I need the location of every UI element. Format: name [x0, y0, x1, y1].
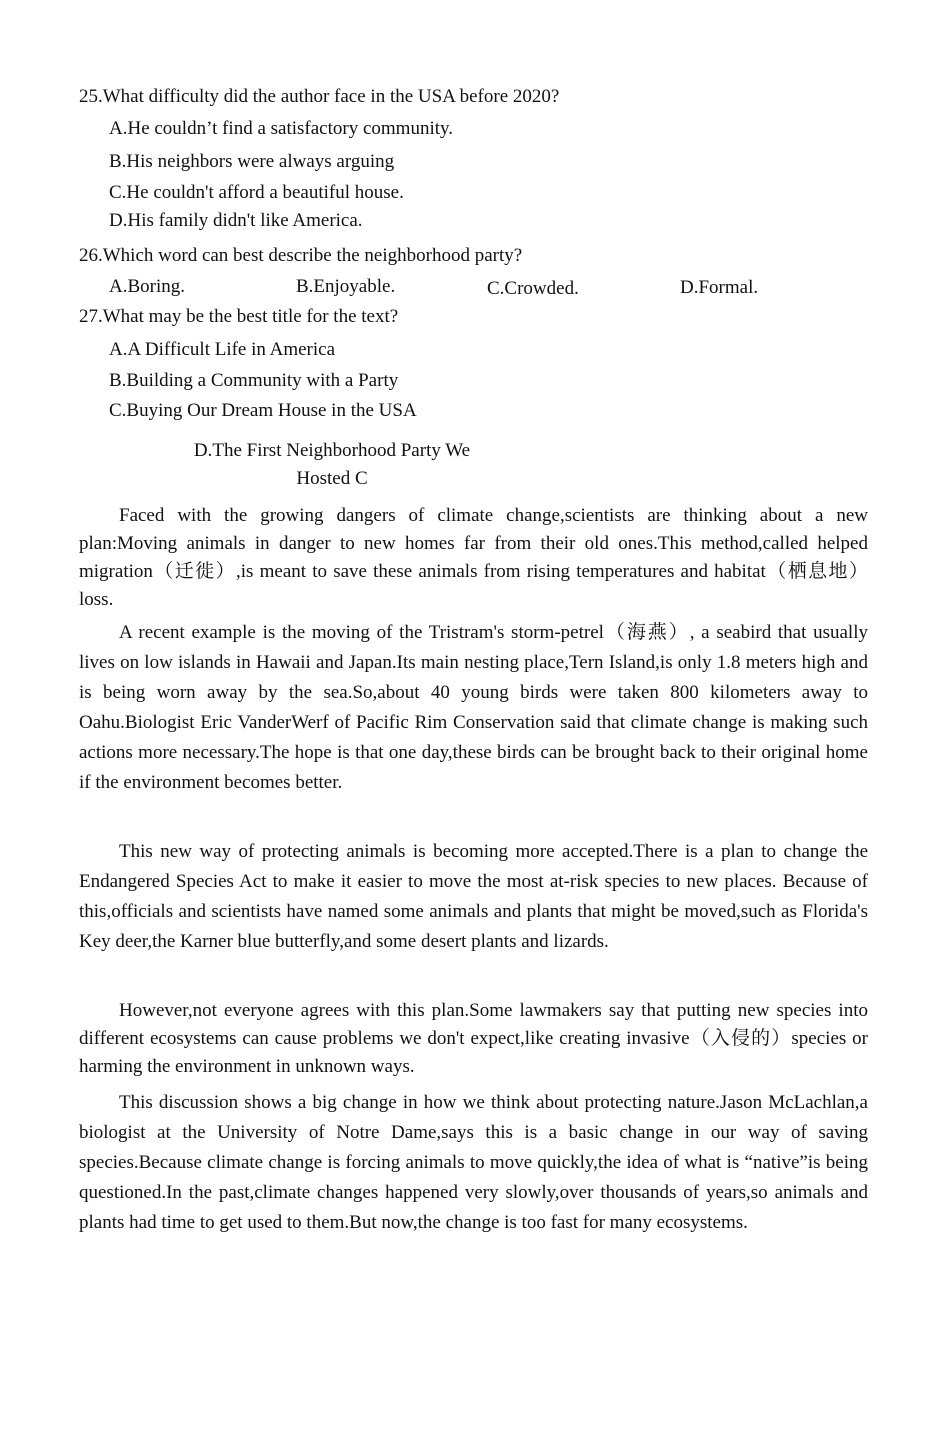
passage-paragraph-2: A recent example is the moving of the Tristram's storm-petrel（海燕）, a seabird that usually lives on low islands in Hawaii and Japan.Its main nesting place,Tern Island,is only 1.8 meters high and is being worn away by the sea.So,about 40 young birds were taken 800 kilometers away to Oahu.Biologist Eric VanderWerf of Pacific Rim Conservation said that climate change is making such actions more necessary.The hope is that one day,these birds can be brought back to their original home if the environment becomes better.	[79, 622, 868, 793]
question-27-option-a: A.A Difficult Life in America	[109, 339, 336, 360]
question-27-option-b: B.Building a Community with a Party	[109, 370, 399, 391]
question-25-stem: 25.What difficulty did the author face in the USA before 2020?	[79, 86, 560, 107]
question-26-option-a: A.Boring.	[109, 276, 185, 297]
question-26-option-c: C.Crowded.	[487, 278, 579, 299]
question-25-option-c: C.He couldn't afford a beautiful house.	[109, 182, 404, 203]
question-27-option-c: C.Buying Our Dream House in the USA	[109, 400, 417, 421]
passage-paragraph-5: This discussion shows a big change in how we think about protecting nature.Jason McLachlan,a biologist at the University of Notre Dame,says this is a basic change in our way of saving species.Because climate change is forcing animals to move quickly,the idea of what is “native”is being questioned.In the past,climate changes happened very slowly,over thousands of years,so animals and plants had time to get used to them.But now,the change is too fast for many ecosystems.	[79, 1092, 868, 1233]
question-27-stem: 27.What may be the best title for the text?	[79, 306, 399, 327]
question-26-stem: 26.Which word can best describe the neighborhood party?	[79, 245, 523, 266]
question-26-option-d: D.Formal.	[680, 277, 759, 298]
question-25-option-d: D.His family didn't like America.	[109, 210, 363, 231]
question-27-option-d: D.The First Neighborhood Party We Hosted C	[193, 440, 471, 489]
question-25-option-b: B.His neighbors were always arguing	[109, 151, 395, 172]
question-26-option-b: B.Enjoyable.	[296, 276, 396, 297]
passage-paragraph-4: However,not everyone agrees with this plan.Some lawmakers say that putting new species into different ecosystems can cause problems we don't expect,like creating invasive（入侵的）species or harming the environment in unknown ways.	[79, 1000, 868, 1077]
passage-paragraph-1: Faced with the growing dangers of climate change,scientists are thinking about a new plan:Moving animals in danger to new homes far from their old ones.This method,called helped migration（迁徙）,is meant to save these animals from rising temperatures and habitat（栖息地）loss.	[79, 505, 868, 610]
question-25-option-a: A.He couldn’t find a satisfactory community.	[109, 118, 454, 139]
passage-paragraph-3: This new way of protecting animals is becoming more accepted.There is a plan to change the Endangered Species Act to make it easier to move the most at-risk species to new places. Because of this,officials and scientists have named some animals and plants that might be moved,such as Florida's Key deer,the Karner blue butterfly,and some desert plants and lizards.	[79, 841, 868, 952]
